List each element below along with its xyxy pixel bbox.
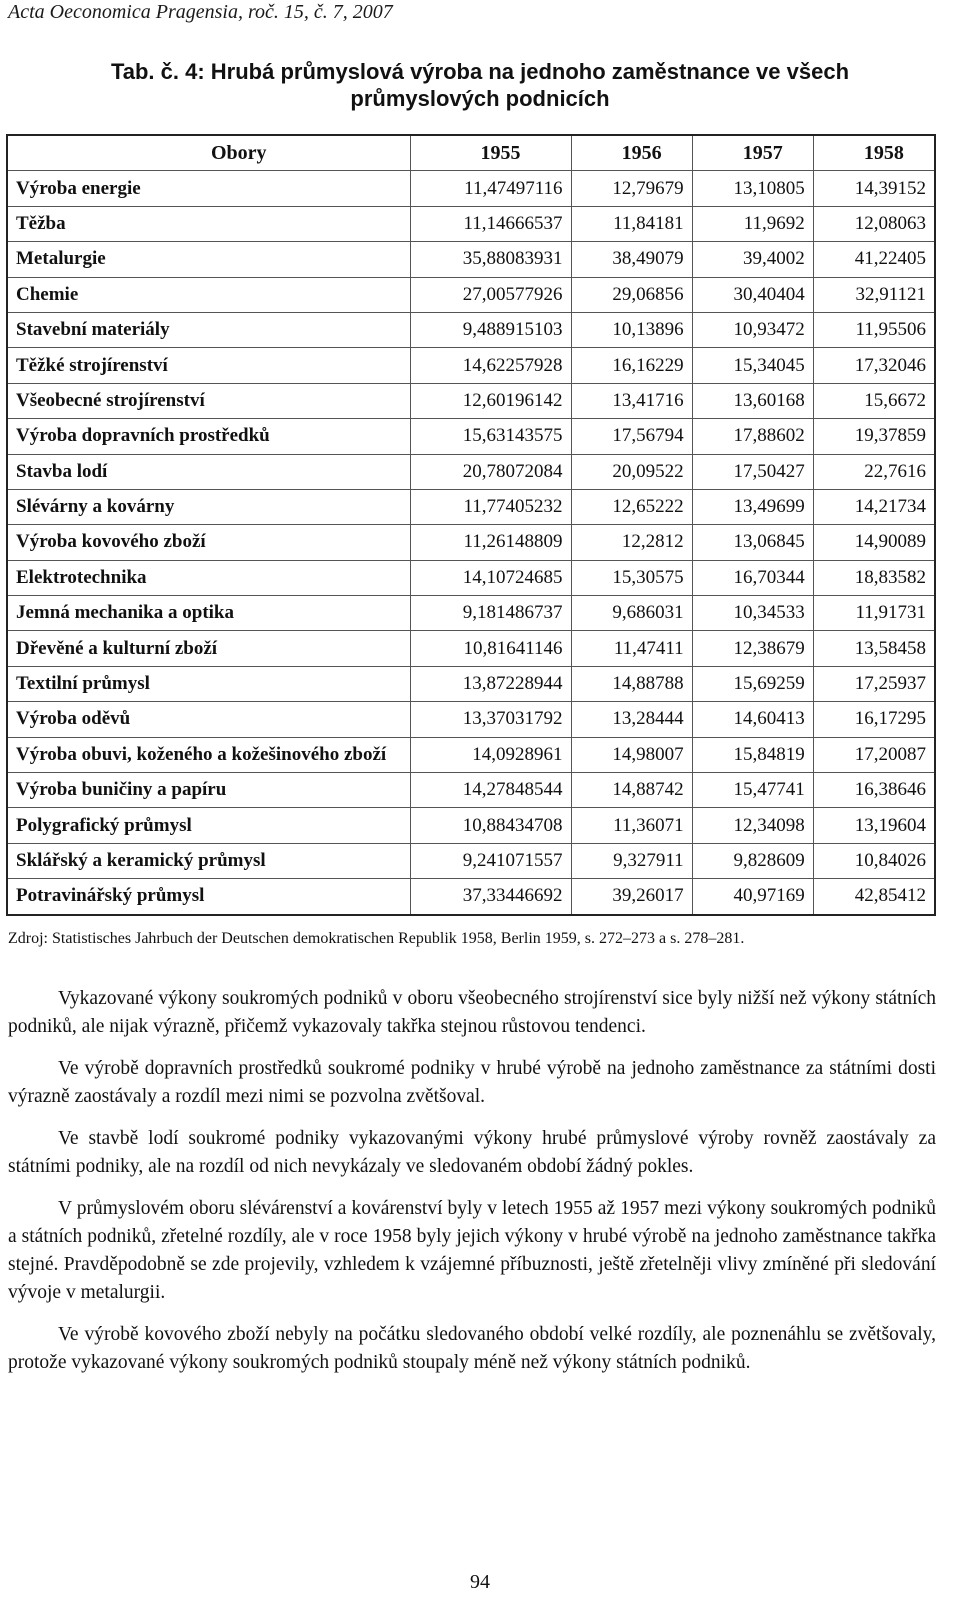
value-cell-1958: 10,84026	[813, 843, 935, 878]
value-cell-1958: 13,58458	[813, 631, 935, 666]
value-cell-1956: 13,28444	[571, 702, 692, 737]
value-cell-1957: 39,4002	[692, 242, 813, 277]
value-cell-1957: 15,84819	[692, 737, 813, 772]
value-cell-1955: 14,62257928	[410, 348, 571, 383]
table-row	[7, 631, 935, 666]
row-label: Textilní průmysl	[7, 666, 410, 701]
table-row	[7, 808, 935, 843]
value-cell-1955: 11,14666537	[410, 206, 571, 241]
value-cell-1957: 30,40404	[692, 277, 813, 312]
column-header-1957: 1957	[692, 135, 813, 171]
value-cell-1955: 11,47497116	[410, 171, 571, 206]
table-row	[7, 489, 935, 524]
row-label: Výroba dopravních prostředků	[7, 419, 410, 454]
value-cell-1956: 12,65222	[571, 489, 692, 524]
paragraph: Vykazované výkony soukromých podniků v oboru všeobecného strojírenství sice byly nižší než výkony státních podniků, ale nijak výrazně, přičemž vykazovaly takřka stejnou růstovou tendenci.	[8, 988, 936, 1037]
value-cell-1957: 16,70344	[692, 560, 813, 595]
value-cell-1957: 13,10805	[692, 171, 813, 206]
value-cell-1956: 12,2812	[571, 525, 692, 560]
value-cell-1956: 20,09522	[571, 454, 692, 489]
value-cell-1957: 12,34098	[692, 808, 813, 843]
value-cell-1958: 11,91731	[813, 596, 935, 631]
value-cell-1957: 13,60168	[692, 383, 813, 418]
table-row	[7, 525, 935, 560]
production-table	[6, 134, 936, 916]
value-cell-1958: 19,37859	[813, 419, 935, 454]
value-cell-1956: 16,16229	[571, 348, 692, 383]
table-row	[7, 773, 935, 808]
value-cell-1958: 11,95506	[813, 312, 935, 347]
row-label: Potravinářský průmysl	[7, 879, 410, 915]
paragraph: Ve výrobě dopravních prostředků soukromé podniky v hrubé výrobě na jednoho zaměstnance za státními dosti výrazně zaostávaly a rozdíl mezi nimi se pozvolna zvětšoval.	[8, 1058, 936, 1107]
value-cell-1956: 11,84181	[571, 206, 692, 241]
value-cell-1956: 14,98007	[571, 737, 692, 772]
value-cell-1955: 9,181486737	[410, 596, 571, 631]
table-row	[7, 702, 935, 737]
value-cell-1955: 10,81641146	[410, 631, 571, 666]
value-cell-1955: 11,26148809	[410, 525, 571, 560]
table-title	[0, 58, 960, 112]
column-header-1956: 1956	[571, 135, 692, 171]
value-cell-1956: 11,47411	[571, 631, 692, 666]
value-cell-1958: 18,83582	[813, 560, 935, 595]
table-body	[7, 171, 935, 915]
table-row	[7, 737, 935, 772]
row-label: Polygrafický průmysl	[7, 808, 410, 843]
value-cell-1955: 35,88083931	[410, 242, 571, 277]
value-cell-1958: 42,85412	[813, 879, 935, 915]
paragraph: Ve stavbě lodí soukromé podniky vykazovanými výkony hrubé průmyslové výroby rovněž zaostávaly za státními podniky, ale na rozdíl od nich nevykázaly ve sledovaném období žádný pokles.	[8, 1128, 936, 1177]
column-header-obory: Obory	[7, 135, 410, 171]
value-cell-1957: 13,06845	[692, 525, 813, 560]
value-cell-1958: 15,6672	[813, 383, 935, 418]
value-cell-1955: 37,33446692	[410, 879, 571, 915]
value-cell-1957: 17,88602	[692, 419, 813, 454]
value-cell-1955: 15,63143575	[410, 419, 571, 454]
row-label: Těžké strojírenství	[7, 348, 410, 383]
value-cell-1957: 10,93472	[692, 312, 813, 347]
value-cell-1958: 32,91121	[813, 277, 935, 312]
table-row	[7, 879, 935, 915]
value-cell-1956: 14,88742	[571, 773, 692, 808]
row-label: Výroba buničiny a papíru	[7, 773, 410, 808]
value-cell-1956: 17,56794	[571, 419, 692, 454]
body-text	[8, 985, 936, 1391]
paragraph: Ve výrobě kovového zboží nebyly na počátku sledovaného období velké rozdíly, ale poznenáhlu se zvětšovaly, protože vykazované výkony soukromých podniků stoupaly méně než výkony státních podniků.	[8, 1324, 936, 1373]
table-row	[7, 560, 935, 595]
table-row	[7, 206, 935, 241]
row-label: Dřevěné a kulturní zboží	[7, 631, 410, 666]
value-cell-1958: 14,39152	[813, 171, 935, 206]
value-cell-1958: 16,17295	[813, 702, 935, 737]
row-label: Slévárny a kovárny	[7, 489, 410, 524]
value-cell-1955: 27,00577926	[410, 277, 571, 312]
table-row	[7, 843, 935, 878]
value-cell-1955: 12,60196142	[410, 383, 571, 418]
value-cell-1956: 29,06856	[571, 277, 692, 312]
table-row	[7, 596, 935, 631]
value-cell-1958: 16,38646	[813, 773, 935, 808]
table-row	[7, 171, 935, 206]
value-cell-1958: 17,32046	[813, 348, 935, 383]
value-cell-1956: 38,49079	[571, 242, 692, 277]
row-label: Stavební materiály	[7, 312, 410, 347]
value-cell-1955: 10,88434708	[410, 808, 571, 843]
row-label: Elektrotechnika	[7, 560, 410, 595]
table-row	[7, 312, 935, 347]
value-cell-1956: 9,686031	[571, 596, 692, 631]
value-cell-1955: 9,488915103	[410, 312, 571, 347]
table-header-row	[7, 135, 935, 171]
table-row	[7, 277, 935, 312]
row-label: Výroba obuvi, koženého a kožešinového zboží	[7, 737, 410, 772]
row-label: Chemie	[7, 277, 410, 312]
row-label: Výroba energie	[7, 171, 410, 206]
value-cell-1957: 10,34533	[692, 596, 813, 631]
value-cell-1956: 11,36071	[571, 808, 692, 843]
row-label: Výroba kovového zboží	[7, 525, 410, 560]
value-cell-1955: 14,27848544	[410, 773, 571, 808]
value-cell-1955: 11,77405232	[410, 489, 571, 524]
value-cell-1956: 10,13896	[571, 312, 692, 347]
value-cell-1955: 20,78072084	[410, 454, 571, 489]
value-cell-1958: 14,21734	[813, 489, 935, 524]
page-number: 94	[470, 1571, 490, 1593]
value-cell-1958: 12,08063	[813, 206, 935, 241]
value-cell-1957: 13,49699	[692, 489, 813, 524]
table-title-line-1: Tab. č. 4: Hrubá průmyslová výroba na jednoho zaměstnance ve všech	[110, 59, 850, 84]
table-source-note: Zdroj: Statistisches Jahrbuch der Deutschen demokratischen Republik 1958, Berlin 1959, s. 272–273 a s. 278–281.	[8, 930, 745, 947]
value-cell-1958: 17,20087	[813, 737, 935, 772]
value-cell-1957: 17,50427	[692, 454, 813, 489]
table-row	[7, 419, 935, 454]
value-cell-1957: 15,69259	[692, 666, 813, 701]
value-cell-1955: 9,241071557	[410, 843, 571, 878]
value-cell-1958: 13,19604	[813, 808, 935, 843]
value-cell-1956: 14,88788	[571, 666, 692, 701]
table-row	[7, 383, 935, 418]
value-cell-1958: 17,25937	[813, 666, 935, 701]
value-cell-1956: 12,79679	[571, 171, 692, 206]
paragraph: V průmyslovém oboru slévárenství a kovárenství byly v letech 1955 až 1957 mezi výkony soukromých podniků a státních podniků, zřetelné rozdíly, ale v roce 1958 byly jejich výkony v hrubé výrobě na jednoho zaměstnance takřka stejné. Pravděpodobně se zde projevily, vzhledem k vzájemné příbuznosti, ještě zřetelněji vlivy zmíněné při sledování vývoje v metalurgii.	[8, 1198, 936, 1303]
value-cell-1956: 9,327911	[571, 843, 692, 878]
value-cell-1955: 14,10724685	[410, 560, 571, 595]
value-cell-1958: 41,22405	[813, 242, 935, 277]
value-cell-1956: 13,41716	[571, 383, 692, 418]
value-cell-1957: 12,38679	[692, 631, 813, 666]
value-cell-1955: 14,0928961	[410, 737, 571, 772]
value-cell-1955: 13,87228944	[410, 666, 571, 701]
table-row	[7, 348, 935, 383]
value-cell-1957: 15,47741	[692, 773, 813, 808]
row-label: Stavba lodí	[7, 454, 410, 489]
row-label: Metalurgie	[7, 242, 410, 277]
value-cell-1957: 15,34045	[692, 348, 813, 383]
journal-header: Acta Oeconomica Pragensia, roč. 15, č. 7, 2007	[8, 1, 393, 23]
value-cell-1957: 14,60413	[692, 702, 813, 737]
table-row	[7, 242, 935, 277]
column-header-1955: 1955	[410, 135, 571, 171]
table-row	[7, 454, 935, 489]
table-row	[7, 666, 935, 701]
value-cell-1956: 39,26017	[571, 879, 692, 915]
value-cell-1957: 40,97169	[692, 879, 813, 915]
row-label: Sklářský a keramický průmysl	[7, 843, 410, 878]
column-header-1958: 1958	[813, 135, 935, 171]
value-cell-1957: 11,9692	[692, 206, 813, 241]
value-cell-1958: 14,90089	[813, 525, 935, 560]
row-label: Všeobecné strojírenství	[7, 383, 410, 418]
value-cell-1956: 15,30575	[571, 560, 692, 595]
value-cell-1957: 9,828609	[692, 843, 813, 878]
value-cell-1958: 22,7616	[813, 454, 935, 489]
value-cell-1955: 13,37031792	[410, 702, 571, 737]
table-title-line-2: průmyslových podnicích	[350, 86, 610, 111]
row-label: Jemná mechanika a optika	[7, 596, 410, 631]
row-label: Těžba	[7, 206, 410, 241]
row-label: Výroba oděvů	[7, 702, 410, 737]
